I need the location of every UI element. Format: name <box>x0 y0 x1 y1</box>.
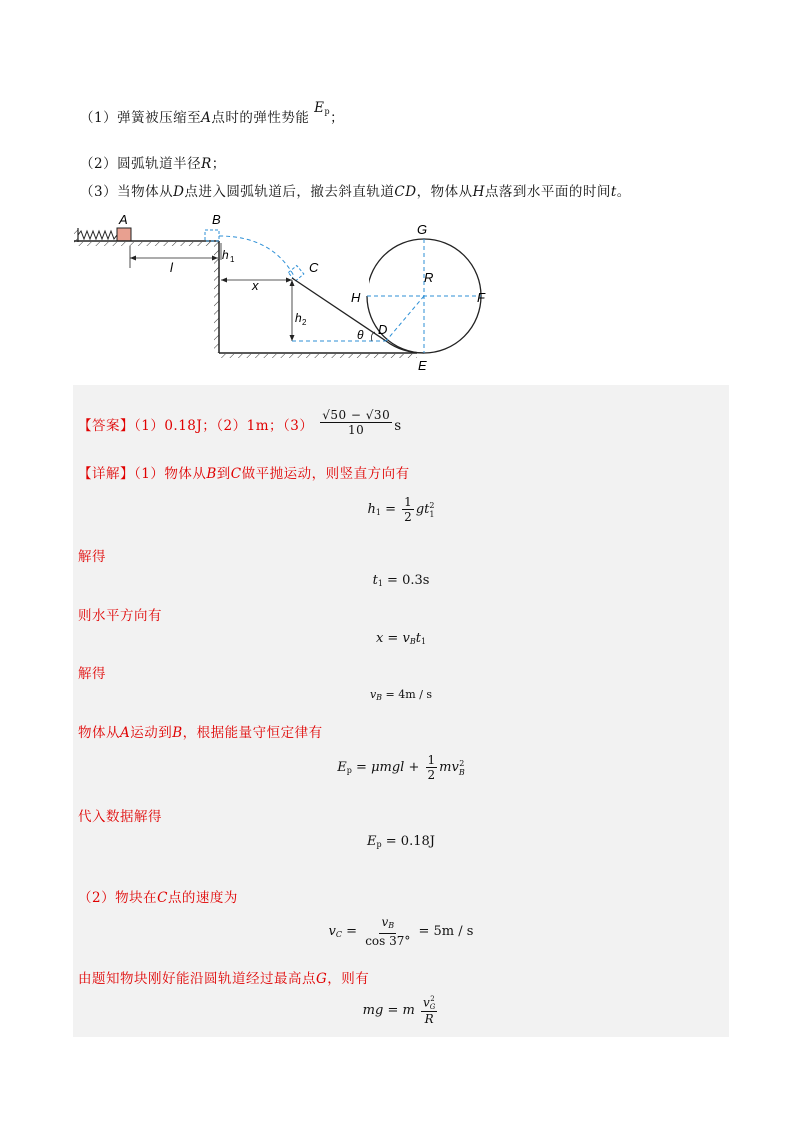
q1-Ep: $E_p$ <box>314 100 331 116</box>
energy-line: 物体从A运动到B，根据能量守恒定律有 <box>78 725 323 741</box>
label-D: D <box>378 322 388 337</box>
label-F: F <box>477 290 485 305</box>
label-h1: h <box>222 248 229 262</box>
jiede-2: 解得 <box>78 666 106 682</box>
svg-text:2: 2 <box>302 318 307 327</box>
question-3: （3）当物体从D点进入圆弧轨道后，撤去斜直轨道CD，物体从H点落到水平面的时间t。 <box>80 184 631 200</box>
label-R: R <box>424 270 434 285</box>
velocity-C-line: （2）物块在C点的速度为 <box>78 890 238 906</box>
label-G: G <box>417 222 428 237</box>
label-l: l <box>170 260 173 275</box>
q1-text-b: 点时的弹性势能 <box>211 110 310 126</box>
answer-tag: 【答案】 <box>78 418 134 434</box>
equation-3: $x = v_Bt_1$ <box>375 631 427 646</box>
equation-1: $h_1$ = $\frac{1}{2}$ gt 2 1 <box>367 495 435 524</box>
horizontal-line: 则水平方向有 <box>78 608 162 624</box>
question-2: （2）圆弧轨道半径R； <box>80 156 226 172</box>
label-x: x <box>252 278 259 293</box>
svg-text:1: 1 <box>230 255 235 264</box>
label-B: B <box>212 212 221 227</box>
substitute-line: 代入数据解得 <box>78 809 162 825</box>
answer-line: 【答案】（1）0.18J；（2）1m；（3） $\frac{√50 - √30}{10}$ s <box>78 408 402 437</box>
q1-var-A: A <box>201 110 212 126</box>
q2-var-R: R <box>201 156 212 172</box>
question-1: （1）弹簧被压缩至A点时的弹性势能 $E_p$； <box>80 100 345 126</box>
answer-fraction: $\frac{√50 - √30}{10}$ <box>322 408 391 437</box>
jiede-1: 解得 <box>78 549 106 565</box>
incline-CD <box>292 278 386 341</box>
block-A <box>117 228 131 241</box>
equation-4: $v_B = 4m / s$ <box>369 688 433 702</box>
equation-8: mg = m v 2 G R <box>362 995 436 1026</box>
equation-5: $E_p = \mu mgl$ + $\frac{1}{2}$ mv 2 B <box>337 753 465 782</box>
label-E: E <box>418 358 427 373</box>
label-h2: h <box>295 311 302 325</box>
equation-7: $v_C$ = $\frac{v_B}{\cos 37^\circ}$ = 5m / s <box>328 915 474 948</box>
physics-diagram <box>72 210 512 380</box>
top-point-line: 由题知物块刚好能沿圆轨道经过最高点G，则有 <box>78 971 370 987</box>
equation-6: $E_p = 0.18J$ <box>367 834 435 849</box>
answer-box <box>73 385 729 1037</box>
detail-line-1: 【详解】（1）物体从B到C做平抛运动，则竖直方向有 <box>78 466 410 482</box>
label-H: H <box>351 290 361 305</box>
answer-values: （1）0.18J；（2）1m；（3） <box>134 418 314 434</box>
q1-number: （1） <box>80 110 118 126</box>
spring <box>78 231 117 239</box>
q1-text: 弹簧被压缩至 <box>117 110 202 126</box>
label-A: A <box>119 212 128 227</box>
label-C: C <box>309 260 319 275</box>
equation-2: $t_1 = 0.3s$ <box>372 573 430 588</box>
label-theta: θ <box>357 328 364 342</box>
